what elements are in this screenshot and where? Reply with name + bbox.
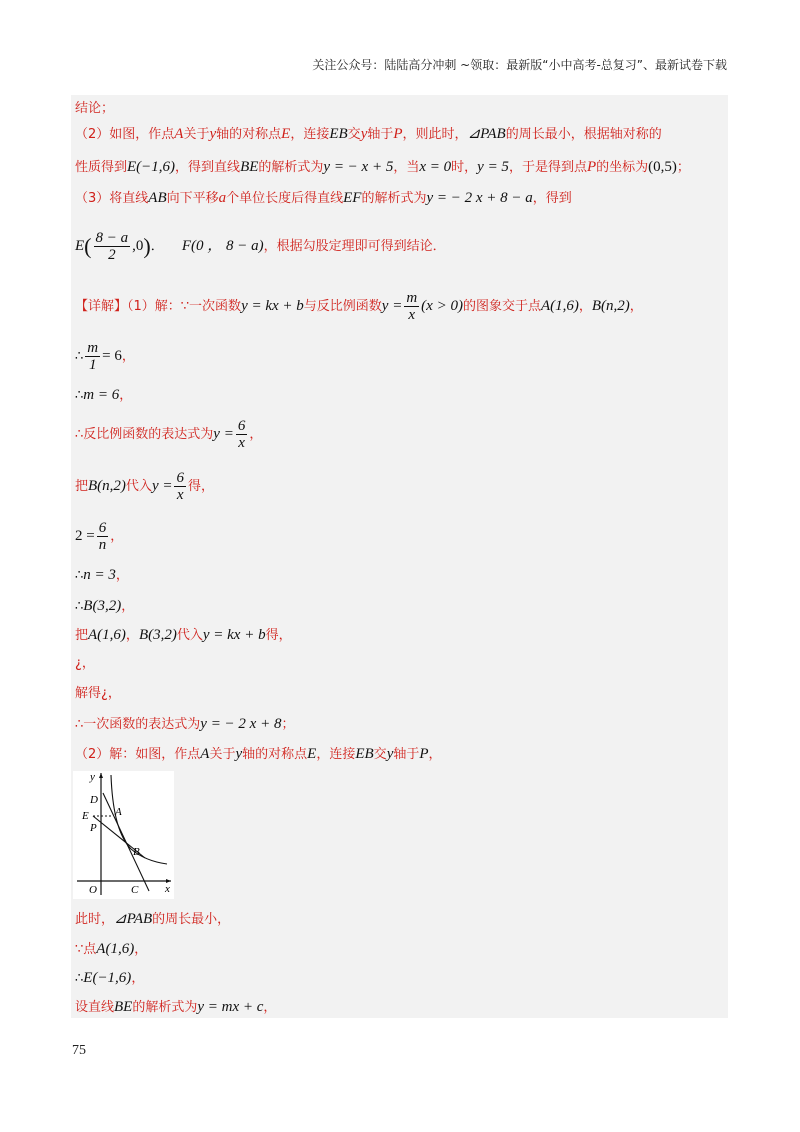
text-line: （3）将直线AB向下平移a个单位长度后得直线EF的解析式为y = − 2 x + 8 − a，得到 — [75, 190, 572, 206]
text-line: 结论； — [75, 101, 115, 116]
page-header: 关注公众号：陆陆高分冲刺 ~领取：最新版“小中高考-总复习”、最新试卷下载 — [312, 58, 727, 72]
geometry-figure — [73, 771, 174, 899]
label-c: C — [131, 884, 139, 896]
label-d: D — [90, 794, 98, 806]
text-line: ∴ $\frac{m}{1}$ = 6， — [75, 340, 135, 373]
text-line: ∴反比例函数的表达式为y = $\frac{6}{x}$ ， — [75, 418, 263, 451]
text-line: （2）如图，作点A关于y轴的对称点E，连接EB交y轴于P，则此时，⊿PAB的周长最小，根据轴对称的 — [75, 126, 662, 142]
text-line: ∵点A(1,6)， — [75, 941, 148, 957]
text-line: 把A(1,6)，B(3,2)代入y = kx + b得， — [75, 627, 292, 643]
fraction: $\frac{8 - a}{2}$ — [95, 230, 129, 263]
fraction: $\frac{6}{x}$ — [237, 418, 246, 451]
text-line: ¿， — [75, 656, 95, 671]
label-b: B — [133, 846, 140, 858]
label-p: P — [90, 822, 97, 834]
page-number: 75 — [72, 1043, 86, 1058]
label-x: x — [165, 883, 170, 895]
text-line: E( $\frac{8 - a}{2}$ ,0)． F(0 ， 8 − a)，根据勾股定理即可得到结论． — [75, 230, 446, 263]
label-y: y — [90, 771, 95, 783]
text-line: 解得¿， — [75, 686, 121, 701]
fraction: $\frac{6}{n}$ — [98, 520, 107, 553]
text-line: ∴E(−1,6)， — [75, 970, 145, 986]
text-line: 性质得到E(−1,6)，得到直线BE的解析式为y = − x + 5，当x = 0时，y = 5，于是得到点P的坐标为(0,5)； — [75, 159, 690, 175]
label-o: O — [89, 884, 97, 896]
text-line: ∴B(3,2)， — [75, 598, 135, 614]
fraction: $\frac{m}{1}$ — [87, 340, 99, 373]
figure-svg — [73, 771, 174, 899]
text-line: （2）解：如图，作点A关于y轴的对称点E，连接EB交y轴于P， — [75, 746, 442, 762]
text-line: 设直线BE的解析式为y = mx + c， — [75, 999, 277, 1015]
text-line: ∴m = 6， — [75, 387, 133, 403]
label-e: E — [82, 810, 89, 822]
fraction: $\frac{m}{x}$ — [406, 290, 418, 323]
label-a: A — [115, 806, 122, 818]
text-line: 2 = $\frac{6}{n}$ ， — [75, 520, 124, 553]
text-line: 此时，⊿PAB的周长最小， — [75, 911, 231, 927]
text-line: 【详解】（1）解：∵一次函数y = kx + b与反比例函数y = $\frac{m}{x}$ (x > 0)的图象交于点A(1,6)，B(n,2)， — [75, 290, 643, 323]
y-axis-arrow — [99, 773, 103, 778]
text-line: 把B(n,2)代入y = $\frac{6}{x}$ 得， — [75, 470, 214, 503]
text-line: ∴n = 3， — [75, 567, 129, 583]
fraction: $\frac{6}{x}$ — [176, 470, 184, 503]
text-line: ∴一次函数的表达式为y = − 2 x + 8； — [75, 716, 295, 732]
solution-body — [71, 95, 728, 1018]
